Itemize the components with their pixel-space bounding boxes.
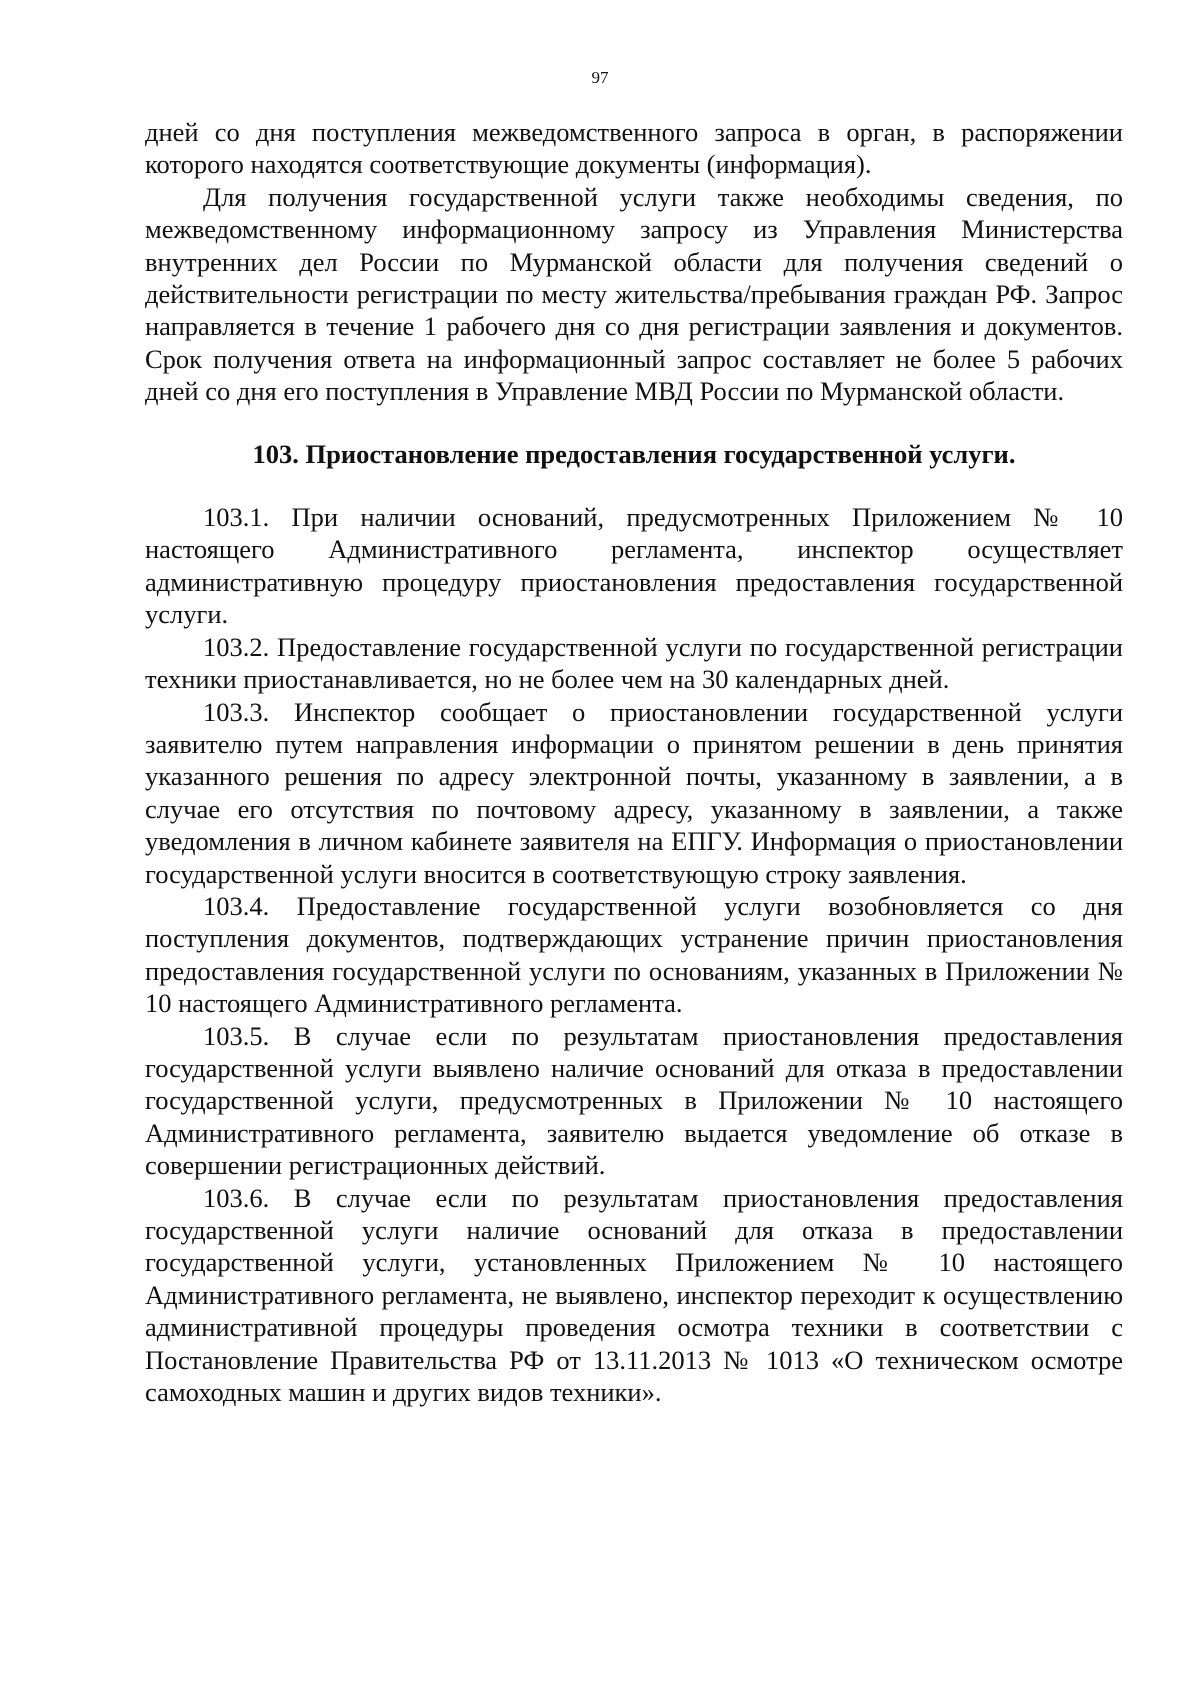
- document-body: [145, 116, 1123, 1408]
- clause-103-5: 103.5. В случае если по результатам приостановления предоставления государственной услуги выявлено наличие оснований для отказа в предоставлении государственной услуги, предусмотренных в Приложении № 10 настоящего Административного регламента, заявителю выдается уведомление об отказе в совершении регистрационных действий.: [145, 1020, 1123, 1181]
- paragraph-interagency-request: Для получения государственной услуги также необходимы сведения, по межведомственному информационному запросу из Управления Министерства внутренних дел России по Мурманской области для получения сведений о действительности регистрации по месту жительства/пребывания граждан РФ. Запрос направляется в течение 1 рабочего дня со дня регистрации заявления и документов. Срок получения ответа на информационный запрос составляет не более 5 рабочих дней со дня его поступления в Управление МВД России по Мурманской области.: [145, 181, 1123, 407]
- clause-103-6: 103.6. В случае если по результатам приостановления предоставления государственной услуги наличие оснований для отказа в предоставлении государственной услуги, установленных Приложением № 10 настоящего Административного регламента, не выявлено, инспектор переходит к осуществлению административной процедуры проведения осмотра техники в соответствии с Постановление Правительства РФ от 13.11.2013 № 1013 «О техническом осмотре самоходных машин и других видов техники».: [145, 1182, 1123, 1408]
- page-number: 97: [591, 68, 609, 87]
- paragraph-continuation: дней со дня поступления межведомственного запроса в орган, в распоряжении которого находятся соответствующие документы (информация).: [145, 117, 1123, 180]
- section-heading: 103. Приостановление предоставления государственной услуги.: [252, 438, 1016, 469]
- clause-103-1: 103.1. При наличии оснований, предусмотренных Приложением № 10 настоящего Административного регламента, инспектор осуществляет административную процедуру приостановления предоставления государственной услуги.: [145, 502, 1123, 630]
- clause-103-4: 103.4. Предоставление государственной услуги возобновляется со дня поступления документов, подтверждающих устранение причин приостановления предоставления государственной услуги по основаниям, указанных в Приложении № 10 настоящего Административного регламента.: [145, 890, 1123, 1019]
- clause-103-3: 103.3. Инспектор сообщает о приостановлении государственной услуги заявителю путем направления информации о принятом решении в день принятия указанного решения по адресу электронной почты, указанному в заявлении, а в случае его отсутствия по почтовому адресу, указанному в заявлении, а также уведомления в личном кабинете заявителя на ЕПГУ. Информация о приостановлении государственной услуги вносится в соответствующую строку заявления.: [145, 696, 1123, 889]
- clause-103-2: 103.2. Предоставление государственной услуги по государственной регистрации техники приостанавливается, но не более чем на 30 календарных дней.: [145, 631, 1123, 695]
